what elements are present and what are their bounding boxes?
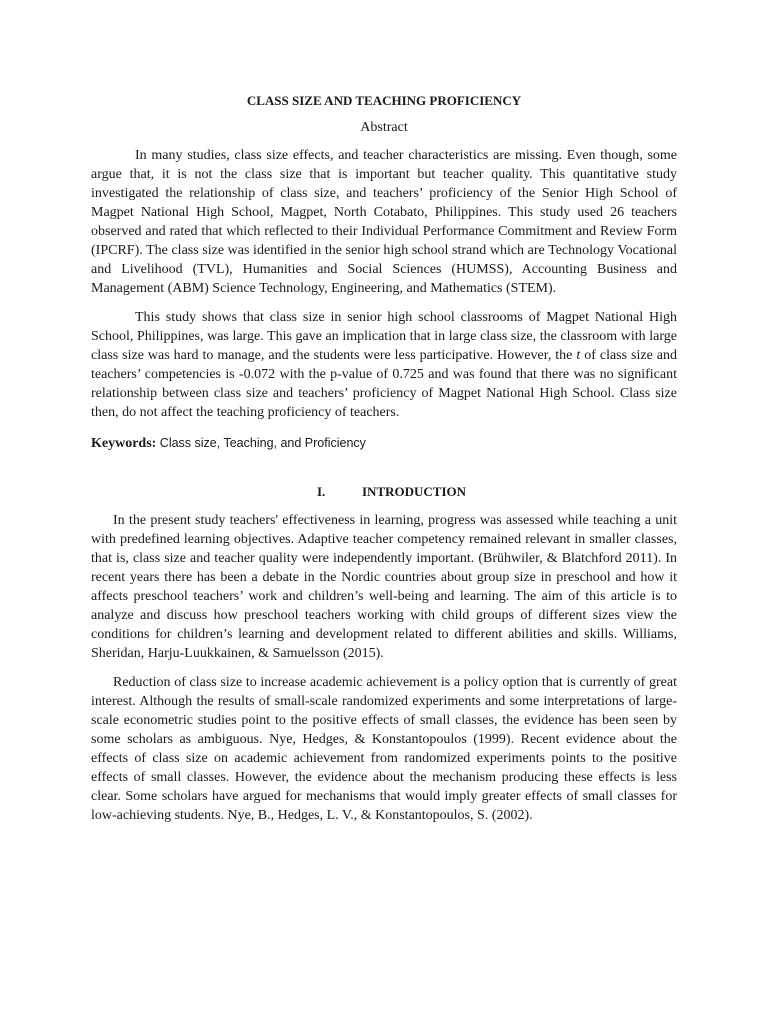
document-page: [91, 92, 677, 825]
t-statistic-symbol: t: [576, 348, 581, 363]
section-name: INTRODUCTION: [362, 484, 467, 499]
keywords-label: Keywords:: [91, 436, 157, 451]
introduction-paragraph-1: In the present study teachers' effectiveness in learning, progress was assessed while teaching a unit with predefined learning objectives. Adaptive teacher competency remained relevant in smaller classes, that is, class size and teacher quality were independently important. (Brühwiler, & Blatchford 2011). In recent years there has been a debate in the Nordic countries about group size in preschool and how it affects preschool teachers’ work and children’s well-being and learning. The aim of this article is to analyze and discuss how preschool teachers working with child groups of different sizes view the conditions for children’s learning and development related to different abilities and skills. Williams, Sheridan, Harju-Luukkainen, & Samuelsson (2015).: [91, 513, 677, 661]
section-number: I.: [317, 484, 326, 499]
abstract-paragraph-2-part-1: This study shows that class size in senior high school classrooms of Magpet National High School, Philippines, was large. This gave an implication that in large class size, the classroom with large class size was hard to manage, and the students were less participative. However, the: [91, 310, 677, 363]
abstract-paragraph-2: [91, 308, 677, 422]
paper-title: CLASS SIZE AND TEACHING PROFICIENCY: [246, 93, 522, 108]
abstract-paragraph-2-part-2: of class size and teachers’ competencies is -0.072 with the p-value of 0.725 and was found that there was no significant relationship between class size and teachers’ proficiency of Magpet National High School. Class size then, do not affect the teaching proficiency of teachers.: [91, 348, 678, 420]
keywords-line: [91, 434, 677, 453]
introduction-paragraph-2: Reduction of class size to increase academic achievement is a policy option that is currently of great interest. Although the results of small-scale randomized experiments and some interpretations of large-scale econometric studies point to the positive effects of small classes, the evidence has been seen by some scholars as ambiguous. Nye, Hedges, & Konstantopoulos (1999). Recent evidence about the effects of class size on academic achievement from randomized experiments points to the positive effects of small classes. However, the evidence about the mechanism producing these effects is less clear. Some scholars have argued for mechanisms that would imply greater effects of small classes for low-achieving students. Nye, B., Hedges, L. V., & Konstantopoulos, S. (2002).: [91, 675, 677, 823]
abstract-paragraph-1: In many studies, class size effects, and teacher characteristics are missing. Even though, some argue that, it is not the class size that is important but teacher quality. This quantitative study investigated the relationship of class size, and teachers’ proficiency of the Senior High School of Magpet National High School, Magpet, North Cotabato, Philippines. This study used 26 teachers observed and rated that which reflected to their Individual Performance Commitment and Review Form (IPCRF). The class size was identified in the senior high school strand which are Technology Vocational and Livelihood (TVL), Humanities and Social Sciences (HUMSS), Accounting Business and Management (ABM) Science Technology, Engineering, and Mathematics (STEM).: [91, 148, 677, 296]
keywords-text: Class size, Teaching, and Proficiency: [156, 436, 366, 450]
section-heading-introduction: [91, 483, 677, 501]
abstract-heading: Abstract: [360, 120, 408, 135]
